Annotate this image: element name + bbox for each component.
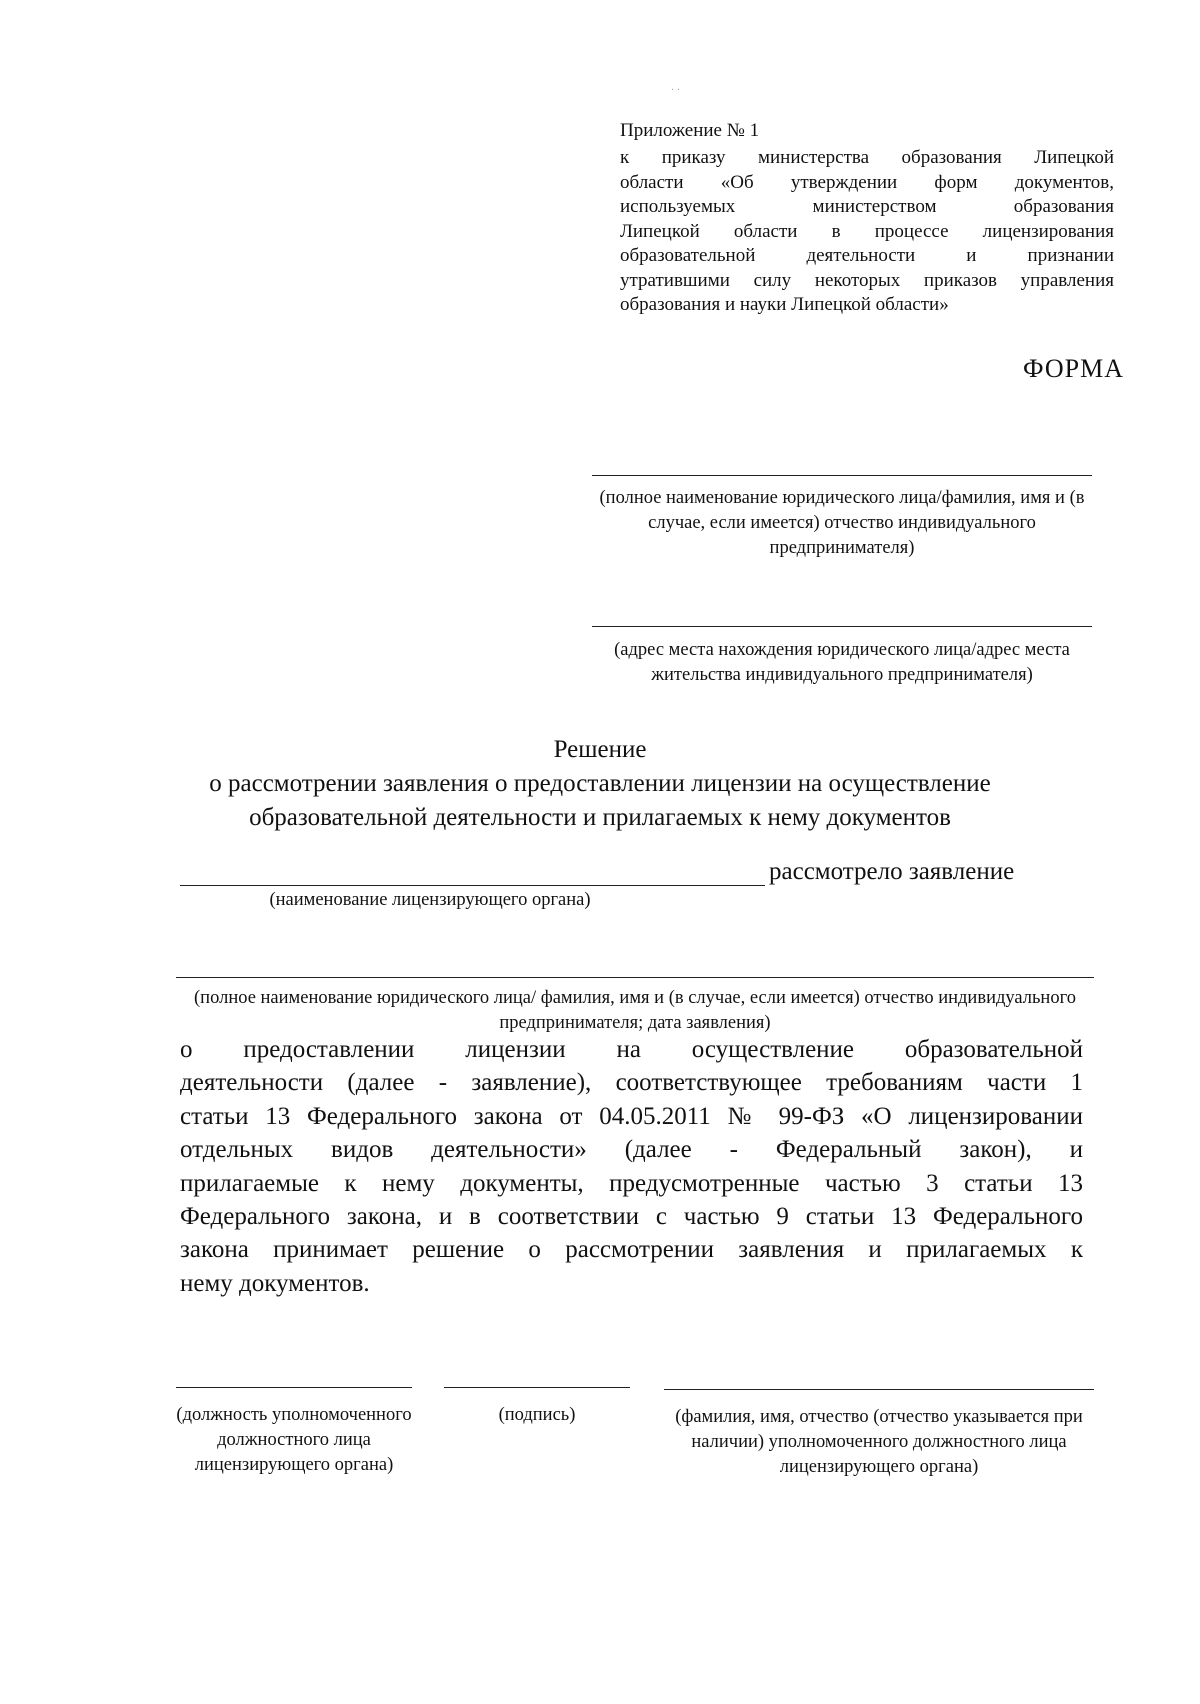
body-line: о предоставлении лицензии на осуществление образовательной [180, 1036, 1083, 1063]
position-caption: (должность уполномоченного должностного лица лицензирующего органа) [176, 1405, 412, 1475]
position-line [176, 1387, 412, 1388]
body-line: прилагаемые к нему документы, предусмотренные частью 3 статьи 13 [180, 1169, 1083, 1197]
body-line: Федерального закона, и в соответствии с частью 9 статьи 13 Федерального [180, 1202, 1083, 1230]
body-line: статьи 13 Федерального закона от 04.05.2011 № 99-ФЗ «О лицензировании [180, 1102, 1083, 1130]
body-line: отдельных видов деятельности» (далее - Федеральный закон), и [180, 1136, 1083, 1164]
decision-subtitle: о рассмотрении заявления о предоставлении лицензии на осуществление образовательной деятельности и прилагаемых к нему документов [209, 770, 991, 831]
body-line: нему документов. [180, 1269, 370, 1297]
appendix-line: Липецкой области в процессе лицензирования [620, 220, 1114, 242]
applicant-caption: (полное наименование юридического лица/ фамилия, имя и (в случае, если имеется) отчество индивидуального предпринимателя; дата заявления) [194, 988, 1076, 1033]
licensing-body-caption: (наименование лицензирующего органа) [269, 890, 591, 910]
signature-line [444, 1387, 630, 1388]
appendix-line: к приказу министерства образования Липецкой [620, 147, 1114, 168]
licensing-body-line [180, 885, 765, 886]
decision-title: Решение [553, 736, 647, 763]
scan-speck: · · [671, 85, 681, 96]
appendix-reference [620, 146, 1114, 318]
decision-body [180, 1033, 1083, 1300]
body-line: деятельности (далее - заявление), соответствующее требованиям части 1 [180, 1069, 1083, 1097]
appendix-line: используемых министерством образования [620, 196, 1114, 217]
applicant-line [176, 977, 1094, 978]
fio-caption: (фамилия, имя, отчество (отчество указывается при наличии) уполномоченного должностного лица лицензирующего органа) [675, 1407, 1083, 1477]
appendix-line: образовательной деятельности и признании [620, 245, 1114, 266]
address-caption: (адрес места нахождения юридического лица/адрес места жительства индивидуального предпринимателя) [614, 640, 1070, 685]
org-name-line [592, 475, 1092, 476]
appendix-line: образования и науки Липецкой области» [620, 294, 949, 315]
appendix-line: утратившими силу некоторых приказов управления [620, 269, 1114, 291]
appendix-title: Приложение № 1 [620, 120, 760, 141]
org-name-caption: (полное наименование юридического лица/фамилия, имя и (в случае, если имеется) отчество индивидуального предпринимателя) [599, 488, 1085, 558]
fio-line [664, 1389, 1094, 1390]
address-line [592, 626, 1092, 627]
body-line: закона принимает решение о рассмотрении заявления и прилагаемых к [180, 1236, 1083, 1264]
appendix-line: области «Об утверждении форм документов, [620, 171, 1114, 193]
form-label: ФОРМА [1023, 354, 1124, 383]
reviewed-label: рассмотрело заявление [769, 858, 1015, 885]
signature-caption: (подпись) [498, 1405, 576, 1425]
